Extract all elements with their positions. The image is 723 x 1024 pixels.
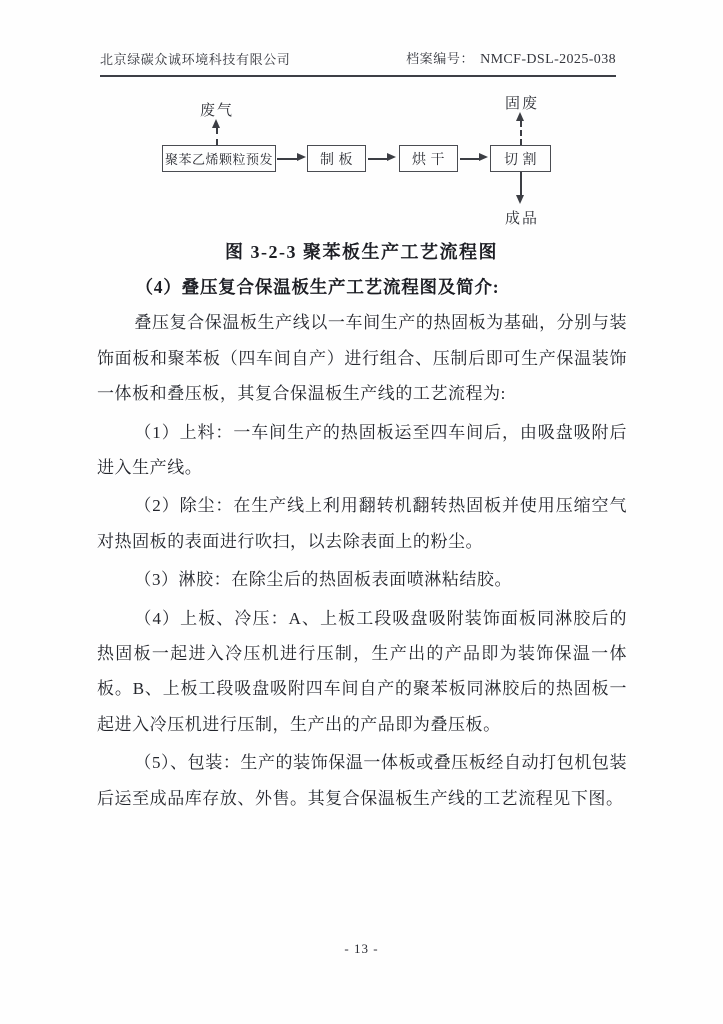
connector-line — [368, 158, 388, 160]
paragraph-intro: 叠压复合保温板生产线以一车间生产的热固板为基础，分别与装饰面板和聚苯板（四车间自产）进行组合、压制后即可生产保温装饰一体板和叠压板，其复合保温板生产线的工艺流程为: — [97, 313, 627, 404]
paragraph-step-3: （3）淋胶：在除尘后的热固板表面喷淋粘结胶。 — [134, 570, 512, 590]
paragraph-step-5: （5）、包装：生产的装饰保温一体板或叠压板经自动打包机包装后运至成品库存放、外售。其复合保温板生产线的工艺流程见下图。 — [97, 753, 627, 808]
arrow-right-icon — [479, 153, 488, 161]
figure-caption: 图 3-2-3 聚苯板生产工艺流程图 — [225, 242, 498, 262]
flow-step-drying: 烘 干 — [399, 145, 458, 172]
paragraph-step-4: （4）上板、冷压：A、上板工段吸盘吸附装饰面板同淋胶后的热固板一起进入冷压机进行压制，生产出的产品即为装饰保温一体板。B、上板工段吸盘吸附四车间自产的聚苯板同淋胶后的热固板一起进入冷压机进行压制，生产出的产品即为叠压板。 — [97, 608, 627, 734]
connector-line — [277, 158, 298, 160]
arrow-up-icon — [212, 119, 220, 128]
page-header — [100, 48, 616, 77]
connector-line — [520, 172, 522, 196]
dashed-connector — [520, 121, 522, 145]
flow-step-pre-expansion: 聚苯乙烯颗粒预发 — [162, 145, 276, 172]
paragraph-step-2: （2）除尘：在生产线上利用翻转机翻转热固板并使用压缩空气对热固板的表面进行吹扫，以去除表面上的粉尘。 — [97, 496, 627, 551]
product-label: 成品 — [505, 211, 540, 227]
arrow-down-icon — [516, 195, 524, 204]
dashed-connector — [216, 128, 218, 145]
archive-number-block — [406, 48, 616, 68]
flow-step-board-making: 制 板 — [307, 145, 366, 172]
connector-line — [460, 158, 480, 160]
company-name: 北京绿碳众诚环境科技有限公司 — [100, 52, 291, 67]
paragraph-step-1: （1）上料：一车间生产的热固板运至四车间后，由吸盘吸附后进入生产线。 — [97, 422, 627, 478]
solid-waste-label: 固废 — [505, 96, 540, 112]
archive-label: 档案编号： — [406, 51, 475, 66]
process-flowchart — [0, 88, 723, 238]
arrow-right-icon — [387, 153, 396, 161]
flow-step-cutting: 切 割 — [490, 145, 551, 172]
archive-number: NMCF-DSL-2025-038 — [480, 52, 616, 67]
arrow-up-icon — [516, 112, 524, 121]
waste-gas-label: 废气 — [200, 103, 235, 119]
section-heading: （4）叠压复合保温板生产工艺流程图及简介: — [135, 277, 500, 297]
arrow-right-icon — [297, 153, 306, 161]
document-body — [97, 270, 627, 819]
page-number: - 13 - — [344, 941, 379, 956]
